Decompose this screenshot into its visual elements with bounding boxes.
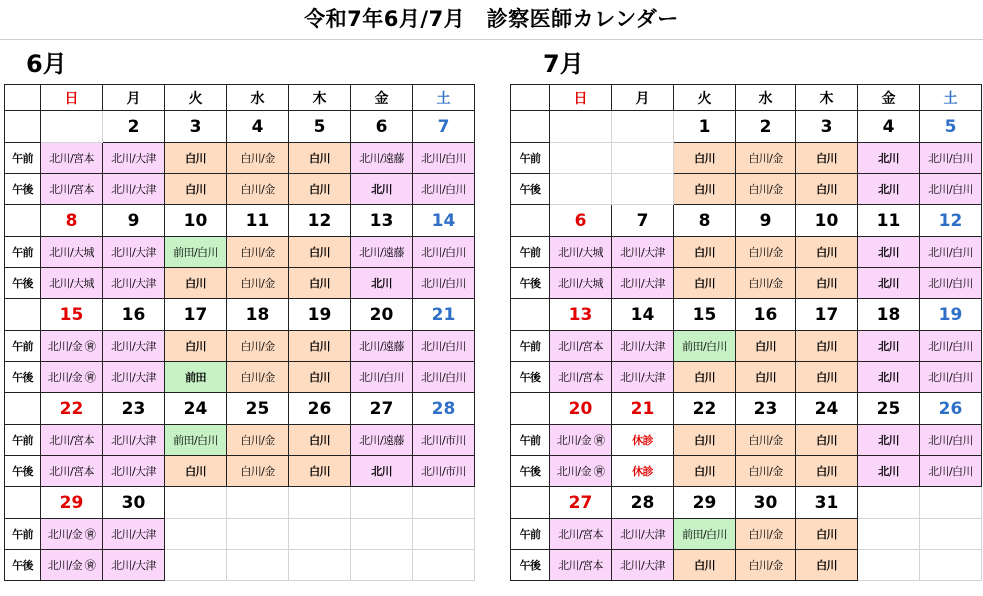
- schedule-cell: 北川/白川: [351, 362, 413, 393]
- schedule-cell: 北川/大津: [103, 519, 165, 550]
- weekday-header: 日: [41, 85, 103, 111]
- date-cell: 12: [289, 205, 351, 237]
- schedule-cell: 前田/白川: [165, 425, 227, 456]
- date-cell: 11: [858, 205, 920, 237]
- pm-schedule-row: [511, 550, 982, 581]
- empty-cell: [289, 550, 351, 581]
- schedule-cell: 北川/大津: [612, 268, 674, 299]
- date-cell: 7: [413, 111, 475, 143]
- date-cell: 18: [858, 299, 920, 331]
- date-row: [5, 393, 475, 425]
- date-cell: 16: [103, 299, 165, 331]
- am-label: 午前: [5, 519, 41, 550]
- date-cell: 13: [550, 299, 612, 331]
- date-cell: 28: [612, 487, 674, 519]
- pm-schedule-row: [5, 550, 475, 581]
- schedule-cell: 北川: [351, 268, 413, 299]
- schedule-cell: 北川/大津: [612, 550, 674, 581]
- schedule-cell: 北川: [858, 143, 920, 174]
- am-label: 午前: [511, 143, 550, 174]
- date-row: [511, 487, 982, 519]
- row-label-blank: [5, 393, 41, 425]
- schedule-cell: 北川/金 ㊮: [550, 425, 612, 456]
- schedule-cell: 北川/白川: [413, 143, 475, 174]
- am-schedule-row: [511, 237, 982, 268]
- schedule-cell: 北川/大津: [103, 268, 165, 299]
- schedule-cell: 北川/宮本: [41, 456, 103, 487]
- date-cell: 14: [612, 299, 674, 331]
- am-label: 午前: [5, 425, 41, 456]
- schedule-cell: 北川/大城: [550, 237, 612, 268]
- empty-cell: [289, 519, 351, 550]
- empty-cell: [289, 487, 351, 519]
- schedule-cell: 白川: [289, 268, 351, 299]
- schedule-cell: 北川/白川: [920, 425, 982, 456]
- date-cell: 3: [165, 111, 227, 143]
- empty-cell: [550, 143, 612, 174]
- row-label-blank: [5, 487, 41, 519]
- am-label: 午前: [5, 331, 41, 362]
- schedule-cell: 北川/白川: [413, 237, 475, 268]
- date-cell: 25: [858, 393, 920, 425]
- am-schedule-row: [511, 331, 982, 362]
- schedule-cell: 北川/大津: [103, 143, 165, 174]
- date-cell: 25: [227, 393, 289, 425]
- date-cell: 19: [289, 299, 351, 331]
- am-schedule-row: [5, 425, 475, 456]
- schedule-cell: 白川/金: [736, 237, 796, 268]
- date-row: [511, 205, 982, 237]
- weekday-header: 土: [413, 85, 475, 111]
- empty-cell: [165, 519, 227, 550]
- schedule-cell: 北川/宮本: [41, 143, 103, 174]
- pm-schedule-row: [511, 362, 982, 393]
- pm-label: 午後: [5, 174, 41, 205]
- date-cell: 29: [41, 487, 103, 519]
- schedule-cell: 北川: [858, 237, 920, 268]
- row-label-blank: [5, 299, 41, 331]
- date-cell: 30: [103, 487, 165, 519]
- empty-cell: [351, 550, 413, 581]
- date-row: [5, 299, 475, 331]
- pm-label: 午後: [511, 174, 550, 205]
- pm-schedule-row: [511, 174, 982, 205]
- schedule-cell: 白川: [674, 425, 736, 456]
- schedule-cell: 北川/宮本: [550, 362, 612, 393]
- empty-cell: [920, 550, 982, 581]
- schedule-cell: 白川: [165, 268, 227, 299]
- schedule-cell: 北川: [351, 174, 413, 205]
- schedule-cell: 白川/金: [736, 550, 796, 581]
- schedule-cell: 北川/白川: [920, 237, 982, 268]
- schedule-cell: 白川/金: [227, 331, 289, 362]
- weekday-header: 月: [103, 85, 165, 111]
- schedule-cell: 白川: [289, 174, 351, 205]
- weekday-header-row: [511, 85, 982, 111]
- am-schedule-row: [511, 143, 982, 174]
- june-calendar-table: [4, 84, 475, 581]
- title-divider: [0, 39, 983, 40]
- schedule-cell: 北川/白川: [413, 268, 475, 299]
- schedule-cell: 北川/遠藤: [351, 425, 413, 456]
- pm-label: 午後: [511, 362, 550, 393]
- weekday-header: 土: [920, 85, 982, 111]
- schedule-cell: 白川: [165, 456, 227, 487]
- schedule-cell: 北川/市川: [413, 456, 475, 487]
- july-calendar-table: [510, 84, 982, 581]
- schedule-cell: 北川/大城: [550, 268, 612, 299]
- schedule-cell: 北川/白川: [920, 268, 982, 299]
- weekday-header: 金: [858, 85, 920, 111]
- pm-label: 午後: [5, 268, 41, 299]
- date-cell: 19: [920, 299, 982, 331]
- schedule-cell: 白川: [289, 143, 351, 174]
- schedule-cell: 白川: [289, 425, 351, 456]
- schedule-cell: 北川: [351, 456, 413, 487]
- am-label: 午前: [511, 519, 550, 550]
- am-schedule-row: [5, 519, 475, 550]
- date-cell: 2: [103, 111, 165, 143]
- date-cell: 10: [796, 205, 858, 237]
- schedule-cell: 北川/大津: [103, 362, 165, 393]
- schedule-cell: 休診: [612, 456, 674, 487]
- schedule-cell: 前田/白川: [165, 237, 227, 268]
- date-cell: 23: [103, 393, 165, 425]
- schedule-cell: 白川: [796, 237, 858, 268]
- schedule-cell: 白川: [289, 331, 351, 362]
- date-cell: 17: [165, 299, 227, 331]
- schedule-cell: 北川/白川: [920, 174, 982, 205]
- schedule-cell: 白川/金: [736, 456, 796, 487]
- date-cell: 28: [413, 393, 475, 425]
- empty-cell: [550, 111, 612, 143]
- schedule-cell: 白川: [674, 362, 736, 393]
- pm-label: 午後: [511, 550, 550, 581]
- am-schedule-row: [5, 331, 475, 362]
- date-cell: 26: [920, 393, 982, 425]
- empty-cell: [351, 487, 413, 519]
- empty-cell: [41, 111, 103, 143]
- pm-label: 午後: [5, 362, 41, 393]
- date-cell: 5: [920, 111, 982, 143]
- date-cell: 7: [612, 205, 674, 237]
- date-cell: 13: [351, 205, 413, 237]
- pm-schedule-row: [5, 268, 475, 299]
- weekday-header-row: [5, 85, 475, 111]
- schedule-cell: 白川/金: [227, 143, 289, 174]
- date-cell: 8: [41, 205, 103, 237]
- empty-cell: [612, 111, 674, 143]
- weekday-header: 水: [736, 85, 796, 111]
- schedule-cell: 北川/大津: [103, 237, 165, 268]
- empty-cell: [227, 519, 289, 550]
- date-cell: 24: [796, 393, 858, 425]
- pm-label: 午後: [5, 550, 41, 581]
- schedule-cell: 前田: [165, 362, 227, 393]
- schedule-cell: 白川/金: [736, 143, 796, 174]
- schedule-cell: 白川: [674, 456, 736, 487]
- schedule-cell: 白川: [736, 331, 796, 362]
- schedule-cell: 前田/白川: [674, 331, 736, 362]
- date-cell: 15: [674, 299, 736, 331]
- schedule-cell: 休診: [612, 425, 674, 456]
- am-label: 午前: [5, 237, 41, 268]
- schedule-cell: 白川/金: [227, 174, 289, 205]
- am-schedule-row: [511, 425, 982, 456]
- schedule-cell: 北川: [858, 362, 920, 393]
- date-cell: 4: [227, 111, 289, 143]
- empty-cell: [920, 519, 982, 550]
- schedule-cell: 白川: [289, 456, 351, 487]
- schedule-cell: 白川: [165, 143, 227, 174]
- pm-schedule-row: [511, 456, 982, 487]
- row-label-blank: [5, 205, 41, 237]
- weekday-header: 金: [351, 85, 413, 111]
- schedule-cell: 北川/白川: [920, 456, 982, 487]
- date-cell: 17: [796, 299, 858, 331]
- schedule-cell: 北川/金 ㊮: [41, 550, 103, 581]
- date-cell: 11: [227, 205, 289, 237]
- date-cell: 9: [103, 205, 165, 237]
- schedule-cell: 北川: [858, 174, 920, 205]
- schedule-cell: 白川: [796, 519, 858, 550]
- schedule-cell: 北川/金 ㊮: [550, 456, 612, 487]
- schedule-cell: 北川/宮本: [550, 519, 612, 550]
- schedule-cell: 北川/大津: [103, 174, 165, 205]
- schedule-cell: 北川/白川: [413, 331, 475, 362]
- pm-schedule-row: [5, 174, 475, 205]
- schedule-cell: 白川: [674, 143, 736, 174]
- date-cell: 16: [736, 299, 796, 331]
- empty-cell: [351, 519, 413, 550]
- empty-cell: [227, 550, 289, 581]
- schedule-cell: 白川: [796, 143, 858, 174]
- schedule-cell: 北川/市川: [413, 425, 475, 456]
- schedule-cell: 白川/金: [736, 268, 796, 299]
- row-label-blank: [5, 111, 41, 143]
- schedule-cell: 北川/宮本: [41, 425, 103, 456]
- pm-schedule-row: [5, 362, 475, 393]
- date-cell: 30: [736, 487, 796, 519]
- empty-cell: [165, 550, 227, 581]
- corner-cell: [511, 85, 550, 111]
- date-cell: 20: [351, 299, 413, 331]
- pm-label: 午後: [5, 456, 41, 487]
- schedule-cell: 北川/遠藤: [351, 237, 413, 268]
- schedule-cell: 北川/白川: [413, 174, 475, 205]
- row-label-blank: [511, 393, 550, 425]
- date-cell: 10: [165, 205, 227, 237]
- date-cell: 14: [413, 205, 475, 237]
- empty-cell: [413, 487, 475, 519]
- am-schedule-row: [5, 143, 475, 174]
- schedule-cell: 北川/金 ㊮: [41, 331, 103, 362]
- schedule-cell: 北川/宮本: [41, 174, 103, 205]
- date-cell: 18: [227, 299, 289, 331]
- empty-cell: [858, 519, 920, 550]
- schedule-cell: 北川/金 ㊮: [41, 362, 103, 393]
- weekday-header: 木: [796, 85, 858, 111]
- schedule-cell: 白川: [796, 362, 858, 393]
- date-cell: 22: [41, 393, 103, 425]
- empty-cell: [858, 550, 920, 581]
- date-row: [5, 205, 475, 237]
- page-title: 令和7年6月/7月 診察医師カレンダー: [304, 7, 679, 31]
- date-cell: 24: [165, 393, 227, 425]
- schedule-cell: 白川/金: [227, 456, 289, 487]
- empty-cell: [920, 487, 982, 519]
- schedule-cell: 白川: [796, 456, 858, 487]
- date-cell: 3: [796, 111, 858, 143]
- schedule-cell: 北川/大城: [41, 268, 103, 299]
- empty-cell: [413, 550, 475, 581]
- date-cell: 6: [550, 205, 612, 237]
- schedule-cell: 北川/宮本: [550, 550, 612, 581]
- schedule-cell: 北川/大津: [103, 456, 165, 487]
- schedule-cell: 北川: [858, 331, 920, 362]
- schedule-cell: 白川: [674, 268, 736, 299]
- schedule-cell: 北川/大津: [103, 331, 165, 362]
- pm-label: 午後: [511, 268, 550, 299]
- date-cell: 31: [796, 487, 858, 519]
- empty-cell: [165, 487, 227, 519]
- schedule-cell: 北川/大津: [103, 425, 165, 456]
- date-row: [5, 487, 475, 519]
- pm-schedule-row: [511, 268, 982, 299]
- row-label-blank: [511, 299, 550, 331]
- month-label-june: 6月: [26, 50, 67, 78]
- schedule-cell: 白川: [796, 331, 858, 362]
- empty-cell: [550, 174, 612, 205]
- schedule-cell: 白川: [796, 268, 858, 299]
- date-cell: 9: [736, 205, 796, 237]
- am-label: 午前: [511, 237, 550, 268]
- schedule-cell: 白川/金: [736, 425, 796, 456]
- schedule-cell: 白川: [674, 550, 736, 581]
- empty-cell: [227, 487, 289, 519]
- date-cell: 6: [351, 111, 413, 143]
- date-cell: 22: [674, 393, 736, 425]
- schedule-cell: 北川: [858, 456, 920, 487]
- weekday-header: 日: [550, 85, 612, 111]
- schedule-cell: 白川: [165, 331, 227, 362]
- row-label-blank: [511, 487, 550, 519]
- weekday-header: 木: [289, 85, 351, 111]
- schedule-cell: 白川/金: [736, 174, 796, 205]
- schedule-cell: 北川/遠藤: [351, 331, 413, 362]
- date-row: [511, 393, 982, 425]
- schedule-cell: 北川/白川: [920, 143, 982, 174]
- schedule-cell: 白川: [796, 550, 858, 581]
- date-cell: 29: [674, 487, 736, 519]
- schedule-cell: 北川/大津: [103, 550, 165, 581]
- schedule-cell: 北川/白川: [920, 331, 982, 362]
- am-schedule-row: [511, 519, 982, 550]
- schedule-cell: 白川/金: [227, 268, 289, 299]
- schedule-cell: 白川: [289, 237, 351, 268]
- date-cell: 8: [674, 205, 736, 237]
- date-cell: 5: [289, 111, 351, 143]
- date-row: [5, 111, 475, 143]
- date-cell: 1: [674, 111, 736, 143]
- corner-cell: [5, 85, 41, 111]
- weekday-header: 火: [674, 85, 736, 111]
- schedule-cell: 北川: [858, 268, 920, 299]
- date-cell: 2: [736, 111, 796, 143]
- weekday-header: 火: [165, 85, 227, 111]
- date-cell: 26: [289, 393, 351, 425]
- schedule-cell: 白川/金: [227, 362, 289, 393]
- date-cell: 12: [920, 205, 982, 237]
- schedule-cell: 白川: [674, 237, 736, 268]
- month-label-july: 7月: [543, 50, 584, 78]
- weekday-header: 月: [612, 85, 674, 111]
- schedule-cell: 白川: [165, 174, 227, 205]
- schedule-cell: 北川/大津: [612, 331, 674, 362]
- date-cell: 21: [413, 299, 475, 331]
- date-cell: 27: [550, 487, 612, 519]
- schedule-cell: 白川: [796, 425, 858, 456]
- row-label-blank: [511, 111, 550, 143]
- schedule-cell: 北川/金 ㊮: [41, 519, 103, 550]
- row-label-blank: [511, 205, 550, 237]
- weekday-header: 水: [227, 85, 289, 111]
- date-cell: 4: [858, 111, 920, 143]
- date-cell: 21: [612, 393, 674, 425]
- schedule-cell: 白川/金: [227, 237, 289, 268]
- pm-label: 午後: [511, 456, 550, 487]
- am-label: 午前: [511, 331, 550, 362]
- empty-cell: [612, 143, 674, 174]
- schedule-cell: 北川/大津: [612, 519, 674, 550]
- am-label: 午前: [5, 143, 41, 174]
- empty-cell: [858, 487, 920, 519]
- schedule-cell: 北川/大城: [41, 237, 103, 268]
- schedule-cell: 北川: [858, 425, 920, 456]
- date-cell: 27: [351, 393, 413, 425]
- schedule-cell: 前田/白川: [674, 519, 736, 550]
- schedule-cell: 白川/金: [736, 519, 796, 550]
- date-row: [511, 111, 982, 143]
- empty-cell: [612, 174, 674, 205]
- pm-schedule-row: [5, 456, 475, 487]
- date-row: [511, 299, 982, 331]
- date-cell: 23: [736, 393, 796, 425]
- schedule-cell: 白川: [289, 362, 351, 393]
- schedule-cell: 白川: [796, 174, 858, 205]
- date-cell: 15: [41, 299, 103, 331]
- schedule-cell: 北川/白川: [413, 362, 475, 393]
- schedule-cell: 北川/大津: [612, 362, 674, 393]
- schedule-cell: 北川/宮本: [550, 331, 612, 362]
- date-cell: 20: [550, 393, 612, 425]
- empty-cell: [413, 519, 475, 550]
- am-schedule-row: [5, 237, 475, 268]
- am-label: 午前: [511, 425, 550, 456]
- schedule-cell: 北川/大津: [612, 237, 674, 268]
- schedule-cell: 白川: [736, 362, 796, 393]
- schedule-cell: 白川/金: [227, 425, 289, 456]
- schedule-cell: 白川: [674, 174, 736, 205]
- schedule-cell: 北川/遠藤: [351, 143, 413, 174]
- schedule-cell: 北川/白川: [920, 362, 982, 393]
